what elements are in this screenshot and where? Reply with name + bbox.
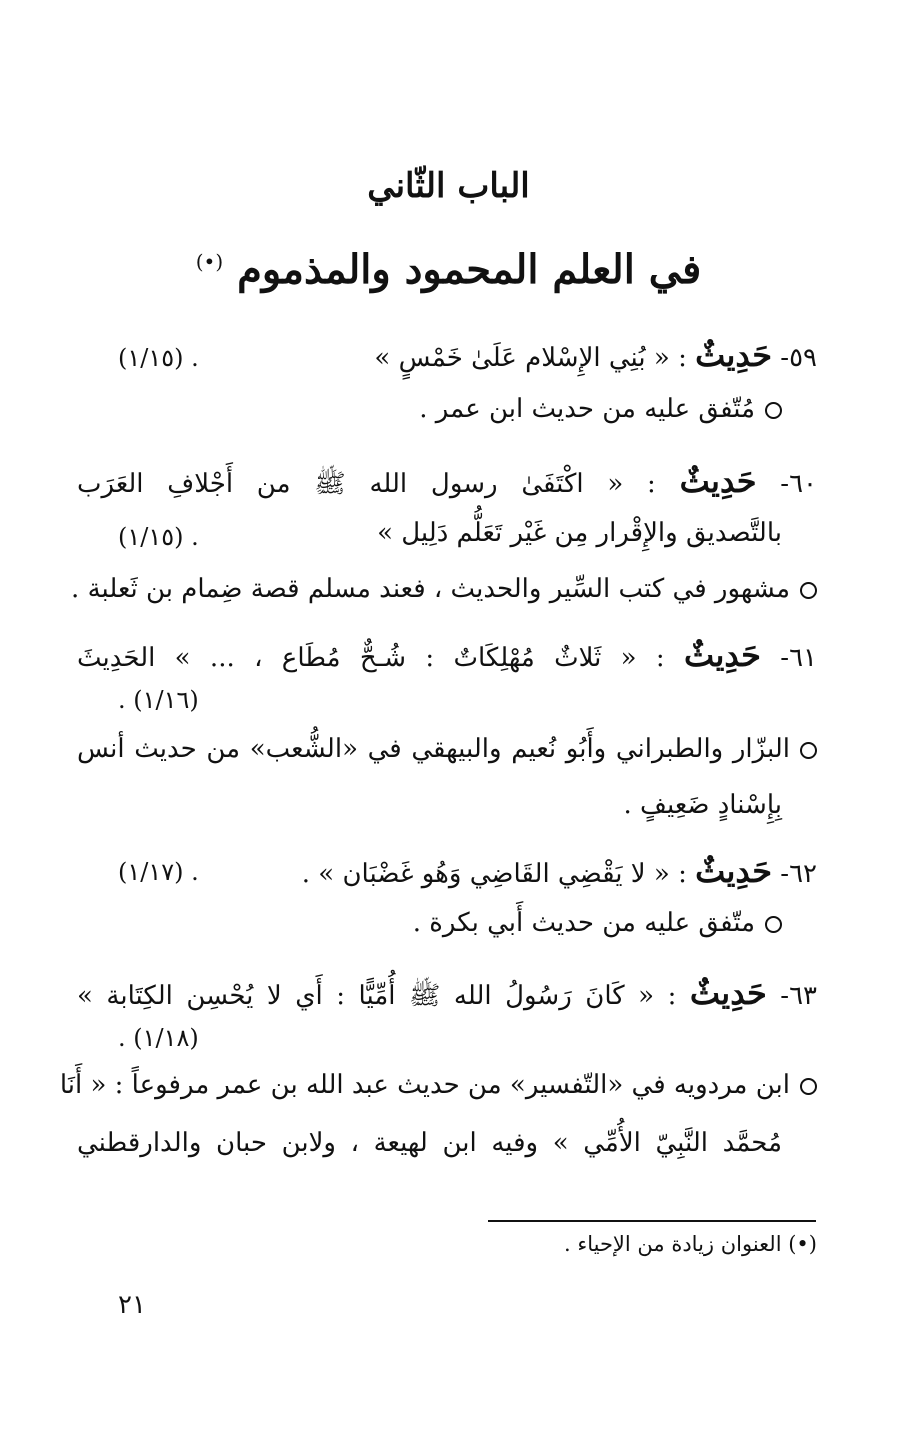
hadith-number: ٦٣- — [780, 981, 818, 1011]
hadith-keyword: حَدِيثٌ — [689, 974, 767, 1012]
commentary-text: مُتّفق عليه من حديث ابن عمر . — [419, 394, 755, 424]
hadith-61-ref: . (١/١٦) — [118, 686, 199, 714]
hadith-text: : « كَانَ رَسُولُ الله ﷺ أُمِّيًّا : أَي لا يُحْسِن الكِتَابة » — [77, 981, 677, 1011]
chapter-title: الباب الثّاني — [367, 166, 530, 206]
hadith-number: ٦٢- — [780, 859, 817, 889]
hadith-text: : « لا يَقْضِي القَاضِي وَهُو غَضْبَان » . — [301, 859, 687, 889]
hadith-60-ref: (١/١٥) . — [118, 523, 199, 551]
circle-bullet-icon — [800, 582, 817, 599]
hadith-text: : « ثَلاثٌ مُهْلِكَاتٌ : شُـحٌّ مُطَاع ، ... » الحَدِيثَ — [77, 643, 665, 673]
circle-bullet-icon — [765, 402, 782, 419]
hadith-keyword: حَدِيثٌ — [679, 462, 757, 500]
hadith-63-line — [77, 974, 817, 1017]
hadith-60-commentary — [71, 574, 817, 604]
hadith-number: ٦١- — [780, 643, 817, 673]
hadith-keyword: حَدِيثٌ — [695, 336, 772, 374]
hadith-59-ref: (١/١٥) . — [118, 344, 199, 372]
page-number: ٢١ — [118, 1290, 146, 1320]
commentary-text: متّفق عليه من حديث أَبي بكرة . — [412, 908, 755, 938]
hadith-number: ٥٩- — [780, 343, 817, 373]
subtitle-text: في العلم المحمود والمذموم — [237, 246, 702, 293]
hadith-61-line — [77, 636, 817, 674]
footnote-marker: (•) — [195, 249, 224, 274]
hadith-62-commentary — [42, 908, 782, 938]
circle-bullet-icon — [800, 1078, 817, 1095]
hadith-keyword: حَدِيثٌ — [684, 636, 761, 674]
circle-bullet-icon — [765, 916, 782, 933]
circle-bullet-icon — [800, 742, 817, 759]
footnote-divider — [488, 1220, 816, 1222]
hadith-text: : « اكْتَفَىٰ رسول الله ﷺ من أَجْلافِ العَرَب — [77, 469, 656, 499]
commentary-text: ابن مردويه في «التّفسير» من حديث عبد الله بن عمر مرفوعاً : « أَنَا — [59, 1070, 790, 1100]
hadith-number: ٦٠- — [780, 469, 818, 499]
footnote: (•) العنوان زيادة من الإحياء . — [563, 1232, 817, 1256]
hadith-60-line-1 — [77, 462, 817, 505]
commentary-text: البزّار والطبراني وأَبُو نُعيم والبيهقي في «الشُّعب» من حديث أنس — [77, 734, 790, 764]
hadith-61-commentary-2: بِإِسْنادٍ ضَعِيفٍ . — [623, 790, 782, 820]
hadith-59-commentary — [42, 394, 782, 424]
hadith-62-ref: (١/١٧) . — [118, 858, 199, 886]
hadith-61-commentary-1 — [77, 734, 817, 764]
hadith-63-ref: . (١/١٨) — [118, 1024, 199, 1052]
hadith-60-line-2: بالتَّصديق والإِقْرار مِن غَيْر تَعَلُّم دَلِيل » — [377, 518, 782, 548]
hadith-keyword: حَدِيثٌ — [695, 852, 772, 890]
commentary-text: مشهور في كتب السِّير والحديث ، فعند مسلم قصة ضِمام بن ثَعلبة . — [71, 574, 790, 604]
hadith-63-commentary-1 — [59, 1070, 817, 1100]
hadith-text: : « بُنِي الإِسْلام عَلَىٰ خَمْسٍ » — [374, 343, 687, 373]
chapter-subtitle — [0, 246, 897, 293]
hadith-63-commentary-2: مُحمَّد النَّبِيّ الأُمِّي » وفيه ابن لهيعة ، ولابن حبان والدارقطني — [77, 1128, 782, 1158]
